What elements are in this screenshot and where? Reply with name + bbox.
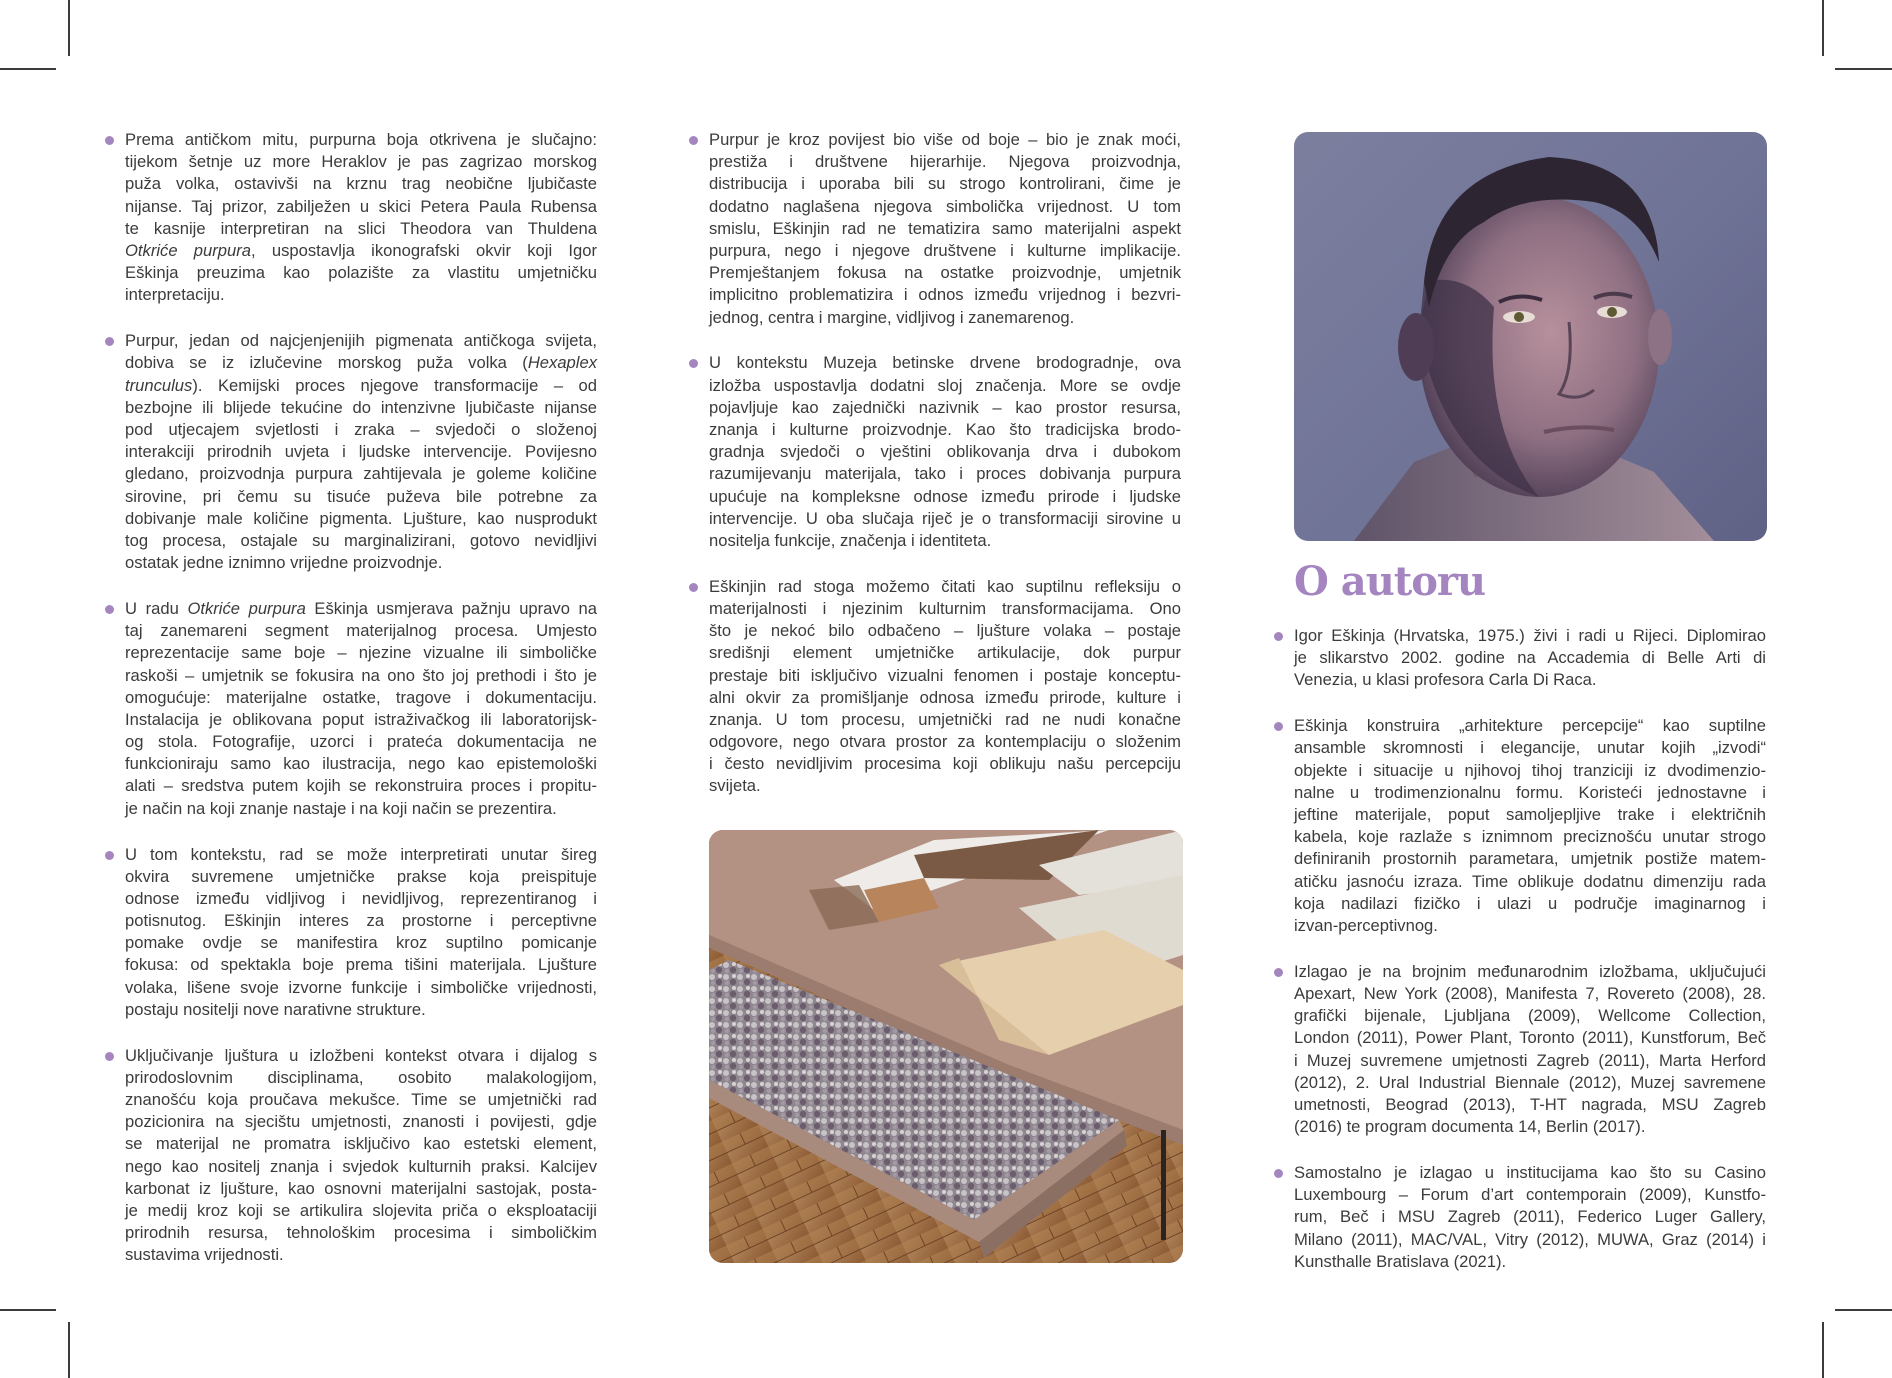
text-segment: Premještanjem fokusa na ostatke proizvodnje, umjetnik — [709, 263, 1181, 283]
text-line — [709, 240, 1181, 262]
bullet-paragraph — [689, 129, 1181, 329]
text-segment: alati – sredstva putem kojih se rekonstruira proces i propitu- — [125, 776, 597, 796]
text-segment: purpura, nego i njegove društvene i kulturne implikacije. — [709, 240, 1181, 260]
text-segment: gradnja svjedoči o vještini oblikovanja drva i dubokom — [709, 442, 1181, 462]
text-line — [125, 1200, 597, 1222]
bullet-icon — [1274, 968, 1283, 977]
text-line — [125, 240, 597, 262]
bullet-paragraph — [105, 1045, 597, 1267]
text-line — [709, 151, 1181, 173]
text-segment: okvira suvremene umjetničke prakse koja preispituje — [125, 866, 597, 886]
text-segment: Uključivanje ljuštura u izložbeni kontekst otvara i dijalog s — [125, 1045, 597, 1065]
text-line — [125, 687, 597, 709]
text-line — [1294, 760, 1766, 782]
text-line — [125, 352, 597, 374]
text-line — [709, 486, 1181, 508]
text-segment: gledano, proizvodnja purpura zahtijevala je goleme količine — [125, 464, 597, 484]
text-segment: og stola. Fotografije, uzorci i prateća dokumentacija ne — [125, 732, 597, 752]
text-line — [125, 419, 597, 441]
text-segment: znanja. U tom procesu, umjetnički rad ne nudi konačne — [709, 709, 1181, 729]
text-line — [125, 151, 597, 173]
text-segment: sustavima vrijednosti. — [125, 1245, 284, 1265]
text-segment: definiranih prostornih parametara, umjetnik postiže matem- — [1294, 849, 1766, 869]
italic-title: Otkriće purpura — [125, 240, 252, 260]
text-segment: prestiža i društvene hijerarhije. Njegova proizvodnja, — [709, 152, 1181, 172]
text-segment: odnose između vidljivog i nevidljivog, reprezentiranog i — [125, 888, 597, 908]
text-segment: U radu — [125, 598, 188, 618]
text-segment: tog procesa, ostajale su marginalizirani, gotovo nevidljivi — [125, 530, 597, 550]
text-line — [709, 508, 1181, 530]
text-segment: grafički bijenale, Ljubljana (2009), Wellcome Collection, — [1294, 1006, 1766, 1026]
text-segment: U tom kontekstu, rad se može interpretirati unutar šireg — [125, 844, 597, 864]
text-segment: Purpur, jedan od najcjenjenijih pigmenata antičkoga svijeta, — [125, 331, 597, 351]
text-line — [1294, 782, 1766, 804]
text-segment: London (2011), Power Plant, Toronto (2011), Kunstforum, Beč — [1294, 1028, 1766, 1048]
text-segment: interpretaciju. — [125, 285, 225, 305]
text-segment: je medij kroz koji se artikulira slojevita priča o eksploataciji — [125, 1201, 597, 1220]
author-portrait-illustration — [1294, 132, 1767, 541]
text-line — [1294, 1184, 1766, 1206]
text-line — [125, 1244, 597, 1266]
bullet-icon — [1274, 632, 1283, 641]
text-line — [709, 576, 1181, 598]
bullet-icon — [105, 136, 114, 145]
text-line — [125, 262, 597, 284]
bullet-icon — [1274, 722, 1283, 731]
text-segment: fokusa: od spektakla boje prema tišini materijala. Ljušture — [125, 955, 597, 975]
crop-mark-top-right-horizontal — [1835, 68, 1892, 70]
bullet-icon — [105, 337, 114, 346]
text-segment: Izlagao je na brojnim međunarodnim izložbama, uključujući — [1294, 961, 1766, 981]
text-line — [125, 508, 597, 530]
text-segment: Milano (2011), MAC/VAL, Vitry (2012), MUWA, Graz (2014) i — [1294, 1229, 1766, 1249]
text-line — [125, 598, 597, 620]
text-segment: odgovore, nego otvara prostor za kontemplaciju o složenim — [709, 732, 1181, 752]
bullet-paragraph — [105, 129, 597, 307]
bullet-icon — [689, 359, 698, 368]
text-segment: izvan-perceptivnog. — [1294, 915, 1438, 935]
text-segment: raskoši – umjetnik se fokusira na ono što joj prethodi i što je — [125, 665, 597, 685]
text-segment: materijalnosti i njezinim kulturnim transformacijama. Ono — [709, 598, 1181, 618]
text-line — [1294, 625, 1766, 647]
text-segment: se materijal ne promatra isključivo kao estetski element, — [125, 1134, 597, 1154]
text-line — [709, 441, 1181, 463]
text-line — [1294, 961, 1766, 983]
text-segment: pomake ovdje se manifestira kroz suptilno pomicanje — [125, 933, 597, 953]
text-line — [1294, 983, 1766, 1005]
text-segment: nijanse. Taj prizor, zabilježen u skici Petera Paula Rubensa — [125, 196, 597, 216]
text-segment: te kasnije interpretiran na slici Theodora van Thuldena — [125, 218, 597, 238]
text-segment: ostatak jedne iznimno vrijedne proizvodnje. — [125, 553, 443, 573]
text-line — [1294, 804, 1766, 826]
text-segment: znanja i kulturne proizvodnje. Kao što tradicijska brodo- — [709, 419, 1181, 439]
text-segment: atičku jasnoću izraza. Time oblikuje dodatnu dimenziju rada — [1294, 871, 1766, 891]
text-line — [125, 731, 597, 753]
text-segment: upućuje na kompleksne odnose između prirode i ljudske — [709, 486, 1181, 506]
text-segment: sirovine, pri čemu su tisuće puževa bile potrebne za — [125, 486, 597, 506]
text-segment: Igor Eškinja (Hrvatska, 1975.) živi i radi u Rijeci. Diplomirao — [1294, 626, 1766, 645]
text-line — [709, 419, 1181, 441]
text-line — [125, 798, 597, 820]
text-segment: bezbojne ili blijede tekućine do intenzivne ljubičaste nijanse — [125, 397, 597, 417]
text-segment: Eškinja konstruira „arhitekture percepcije“ kao suptilne — [1294, 716, 1766, 736]
text-line — [709, 129, 1181, 151]
text-line — [1294, 737, 1766, 759]
text-line — [125, 397, 597, 419]
text-line — [125, 709, 597, 731]
text-segment: je slikarstvo 2002. godine na Accademia di Belle Arti di — [1294, 648, 1766, 668]
text-segment: karbonat iz ljušture, kao osnovni materijalni sastojak, posta- — [125, 1178, 597, 1198]
text-segment: pod utjecajem svjetlosti i zraka – svjedoči o složenoj — [125, 419, 597, 439]
text-segment: je način na koji znanje nastaje i na koji način se prezentira. — [125, 798, 557, 818]
text-line — [709, 218, 1181, 240]
text-line — [125, 330, 597, 352]
text-line — [1294, 715, 1766, 737]
text-line — [125, 932, 597, 954]
text-segment: izložba uspostavlja dodatni sloj značenja. More se ovdje — [709, 375, 1181, 395]
text-segment: što je nekoć bilo odbačeno – ljušture volaka – postaje — [709, 621, 1181, 641]
bullet-paragraph — [1274, 625, 1766, 692]
text-line — [125, 486, 597, 508]
text-segment: pojavljuje kao zajednički nazivnik – kao prostor resursa, — [709, 397, 1181, 417]
bullet-icon — [105, 1052, 114, 1061]
text-segment: Purpur je kroz povijest bio više od boje – bio je znak moći, — [709, 130, 1181, 149]
text-segment: nego kao nositelj znanja i svjedok kulturnih praksi. Kalcijev — [125, 1156, 597, 1176]
bullet-icon — [689, 583, 698, 592]
text-segment: prirodoslovnim disciplinama, osobito malakologijom, — [125, 1067, 597, 1087]
text-line — [1294, 1094, 1766, 1116]
text-line — [1294, 1116, 1766, 1138]
text-line — [125, 954, 597, 976]
text-segment: Eškinja usmjerava pažnju upravo na — [305, 598, 598, 618]
text-line — [1294, 848, 1766, 870]
text-segment: ansamble skromnosti i elegancije, unutar kojih „izvodi“ — [1294, 738, 1766, 758]
text-segment: Instalacija je oblikovana poput istraživačkog ili laboratorijsk- — [125, 709, 597, 729]
text-line — [125, 441, 597, 463]
text-segment: kabela, koje razlaže s iznimnom preciznošću unutar strogo — [1294, 827, 1766, 847]
text-line — [125, 1067, 597, 1089]
crop-mark-bottom-right-horizontal — [1835, 1309, 1892, 1311]
text-segment: puža volka, ostavivši na krznu trag neobične ljubičaste — [125, 174, 597, 194]
text-segment: razumijevanju materijala, tako i proces dobivanja purpura — [709, 464, 1181, 484]
text-line — [1294, 647, 1766, 669]
crop-mark-bottom-left-vertical — [68, 1322, 70, 1378]
text-segment: Venezia, u klasi profesora Carla Di Raca. — [1294, 670, 1597, 690]
text-segment: ). Kemijski proces njegove transformacije – od — [192, 375, 597, 395]
text-line — [1294, 1206, 1766, 1228]
text-line — [125, 620, 597, 642]
text-line — [1294, 1162, 1766, 1184]
text-segment: nalne u trodimenzionalnu formu. Koristeći jednostavne i — [1294, 782, 1766, 802]
italic-title: Hexaplex — [527, 353, 597, 373]
text-line — [125, 775, 597, 797]
text-segment: reprezentacije same boje – njezine vizualne ili simboličke — [125, 643, 597, 663]
installation-photo — [709, 830, 1183, 1263]
text-line — [125, 753, 597, 775]
text-segment: znanošću koja proučava mekušce. Time se umjetnički rad — [125, 1090, 597, 1110]
text-line — [709, 687, 1181, 709]
text-line — [709, 307, 1181, 329]
text-line — [125, 642, 597, 664]
text-segment: implicitno problematizira i odnos između vrijednog i bezvri- — [709, 285, 1181, 305]
text-line — [709, 642, 1181, 664]
text-line — [125, 866, 597, 888]
text-line — [709, 665, 1181, 687]
text-segment: dodatno naglašena njegova simbolička vrijednost. U tom — [709, 196, 1181, 216]
text-line — [125, 1178, 597, 1200]
text-column-middle — [689, 129, 1181, 821]
text-line — [125, 129, 597, 151]
text-segment: smislu, Eškinjin rad ne tematizira samo materijalni aspekt — [709, 218, 1181, 238]
text-line — [125, 999, 597, 1021]
about-author-heading: O autoru — [1294, 558, 1486, 605]
text-line — [125, 196, 597, 218]
text-segment: alni okvir za promišljanje odnosa između prirode, kulture i — [709, 687, 1181, 707]
bullet-icon — [105, 605, 114, 614]
text-segment: , uspostavlja ikonografski okvir koji Igor — [251, 240, 598, 260]
text-line — [125, 665, 597, 687]
text-segment: taj zanemareni segment materijalnog procesa. Umjesto — [125, 621, 597, 641]
text-line — [709, 731, 1181, 753]
bullet-paragraph — [105, 330, 597, 574]
text-line — [125, 1045, 597, 1067]
text-segment: svijeta. — [709, 776, 761, 796]
text-segment: dobivanje male količine pigmenta. Ljušture, kao nusprodukt — [125, 508, 597, 528]
text-segment: nositelja funkcije, značenja i identiteta. — [709, 530, 992, 550]
text-segment: objekte i situacije u njihovoj tihoj tranziciji iz dvodimenzio- — [1294, 760, 1766, 780]
crop-mark-bottom-left-horizontal — [0, 1309, 56, 1311]
text-line — [1294, 1251, 1766, 1273]
text-line — [125, 173, 597, 195]
text-line — [125, 888, 597, 910]
text-line — [125, 375, 597, 397]
text-line — [709, 262, 1181, 284]
text-segment: (2012), 2. Ural Industrial Biennale (2012), Muzej savremene — [1294, 1072, 1766, 1092]
text-segment: rum, Beč i MSU Zagreb (2011), Federico Luger Gallery, — [1294, 1207, 1766, 1227]
text-line — [709, 352, 1181, 374]
text-column-left — [105, 129, 597, 1290]
text-line — [709, 196, 1181, 218]
text-segment: Apexart, New York (2008), Manifesta 7, Rovereto (2008), 28. — [1294, 984, 1766, 1003]
text-line — [125, 977, 597, 999]
text-segment: Kunsthalle Bratislava (2021). — [1294, 1251, 1507, 1271]
crop-mark-top-right-vertical — [1822, 0, 1824, 56]
text-segment: Prema antičkom mitu, purpurna boja otkrivena je slučajno: — [125, 130, 597, 149]
text-line — [709, 397, 1181, 419]
italic-title: Otkriće purpura — [187, 598, 306, 618]
text-segment: intervencije. U oba slučaja riječ je o transformaciji sirovine u — [709, 508, 1181, 528]
crop-mark-top-left-vertical — [68, 0, 70, 56]
text-line — [125, 284, 597, 306]
text-segment: Luxembourg – Forum d’art contemporain (2009), Kunstfo- — [1294, 1185, 1766, 1205]
text-segment: interakciji prirodnih uvjeta i ljudske intervencije. Povijesno — [125, 442, 597, 462]
text-line — [709, 463, 1181, 485]
text-line — [1294, 893, 1766, 915]
text-line — [709, 620, 1181, 642]
text-segment: i Muzej suvremene umjetnosti Zagreb (2011), Marta Herford — [1294, 1050, 1766, 1070]
text-line — [709, 709, 1181, 731]
text-line — [709, 530, 1181, 552]
text-line — [1294, 915, 1766, 937]
italic-title: trunculus — [125, 375, 193, 395]
text-segment: umetnosti, Beograd (2013), T-HT nagrada, MSU Zagreb — [1294, 1094, 1766, 1114]
text-segment: prirodnih resursa, tehnološkim procesima i simboličkim — [125, 1223, 597, 1243]
text-segment: potisnutog. Eškinjin interes za prostorne i perceptivne — [125, 911, 597, 931]
text-line — [125, 463, 597, 485]
text-segment: prestaje biti isključivo vizualni fenomen i postaje konceptu- — [709, 665, 1181, 685]
text-line — [709, 375, 1181, 397]
text-segment: Eškinja preuzima kao polazište za vlastitu umjetničku — [125, 263, 597, 283]
text-line — [1294, 826, 1766, 848]
text-segment: U kontekstu Muzeja betinske drvene brodogradnje, ova — [709, 353, 1181, 373]
text-segment: jeftine materijale, poput samoljepljive trake i električnih — [1294, 805, 1766, 824]
bullet-paragraph — [689, 576, 1181, 798]
text-line — [125, 1222, 597, 1244]
text-line — [125, 530, 597, 552]
bullet-icon — [105, 851, 114, 860]
text-segment: Samostalno je izlagao u institucijama kao što su Casino — [1294, 1163, 1766, 1182]
bullet-paragraph — [105, 844, 597, 1022]
text-line — [709, 598, 1181, 620]
text-line — [125, 218, 597, 240]
text-segment: koja nadilazi fizičko i ulazi u područje imaginarnog i — [1294, 893, 1766, 913]
text-line — [1294, 1050, 1766, 1072]
text-segment: omogućuje: materijalne ostatke, tragove i dokumentaciju. — [125, 687, 597, 707]
bullet-icon — [1274, 1169, 1283, 1178]
text-line — [709, 173, 1181, 195]
installation-photo-illustration — [709, 830, 1183, 1263]
text-line — [1294, 1072, 1766, 1094]
text-line — [125, 844, 597, 866]
text-segment: postaju nositelji nove narativne strukture. — [125, 999, 426, 1019]
text-line — [709, 753, 1181, 775]
text-line — [125, 1111, 597, 1133]
text-segment: središnji element umjetničke artikulacije, dok purpur — [709, 643, 1181, 663]
text-line — [125, 1089, 597, 1111]
text-line — [1294, 1005, 1766, 1027]
bullet-paragraph — [105, 598, 597, 820]
bullet-paragraph — [1274, 961, 1766, 1139]
bullet-paragraph — [689, 352, 1181, 552]
crop-mark-top-left-horizontal — [0, 68, 56, 70]
text-segment: Eškinjin rad stoga možemo čitati kao suptilnu refleksiju o — [709, 576, 1181, 596]
text-segment: funkcioniraju samo kao ilustracija, nego kao epistemološki — [125, 754, 597, 774]
text-segment: i često nevidljivim procesima koji oblikuju našu percepciju — [709, 754, 1181, 774]
text-segment: dobiva se iz izlučevine morskog puža volka ( — [125, 353, 528, 373]
text-line — [1294, 1027, 1766, 1049]
bullet-paragraph — [1274, 715, 1766, 937]
text-segment: pozicionira na sjecištu umjetnosti, znanosti i povijesti, gdje — [125, 1112, 597, 1132]
text-line — [1294, 1229, 1766, 1251]
text-line — [125, 552, 597, 574]
bullet-icon — [689, 136, 698, 145]
text-segment: (2016) te program documenta 14, Berlin (2017). — [1294, 1117, 1646, 1137]
text-line — [709, 284, 1181, 306]
text-segment: jednog, centra i margine, vidljivog i zanemarenog. — [709, 307, 1075, 327]
text-segment: distribucija i uporaba bili su strogo kontrolirani, čime je — [709, 174, 1181, 194]
text-line — [1294, 871, 1766, 893]
text-line — [125, 1156, 597, 1178]
crop-mark-bottom-right-vertical — [1822, 1322, 1824, 1378]
author-portrait-photo — [1294, 132, 1767, 541]
bullet-paragraph — [1274, 1162, 1766, 1273]
text-segment: tijekom šetnje uz more Heraklov je pas zagrizao morskog — [125, 152, 597, 172]
text-segment: volaka, lišene svoje izvorne funkcije i simboličke vrijednosti, — [125, 977, 597, 997]
text-line — [125, 910, 597, 932]
text-line — [125, 1133, 597, 1155]
text-column-right — [1274, 625, 1766, 1297]
text-line — [1294, 669, 1766, 691]
text-line — [709, 775, 1181, 797]
